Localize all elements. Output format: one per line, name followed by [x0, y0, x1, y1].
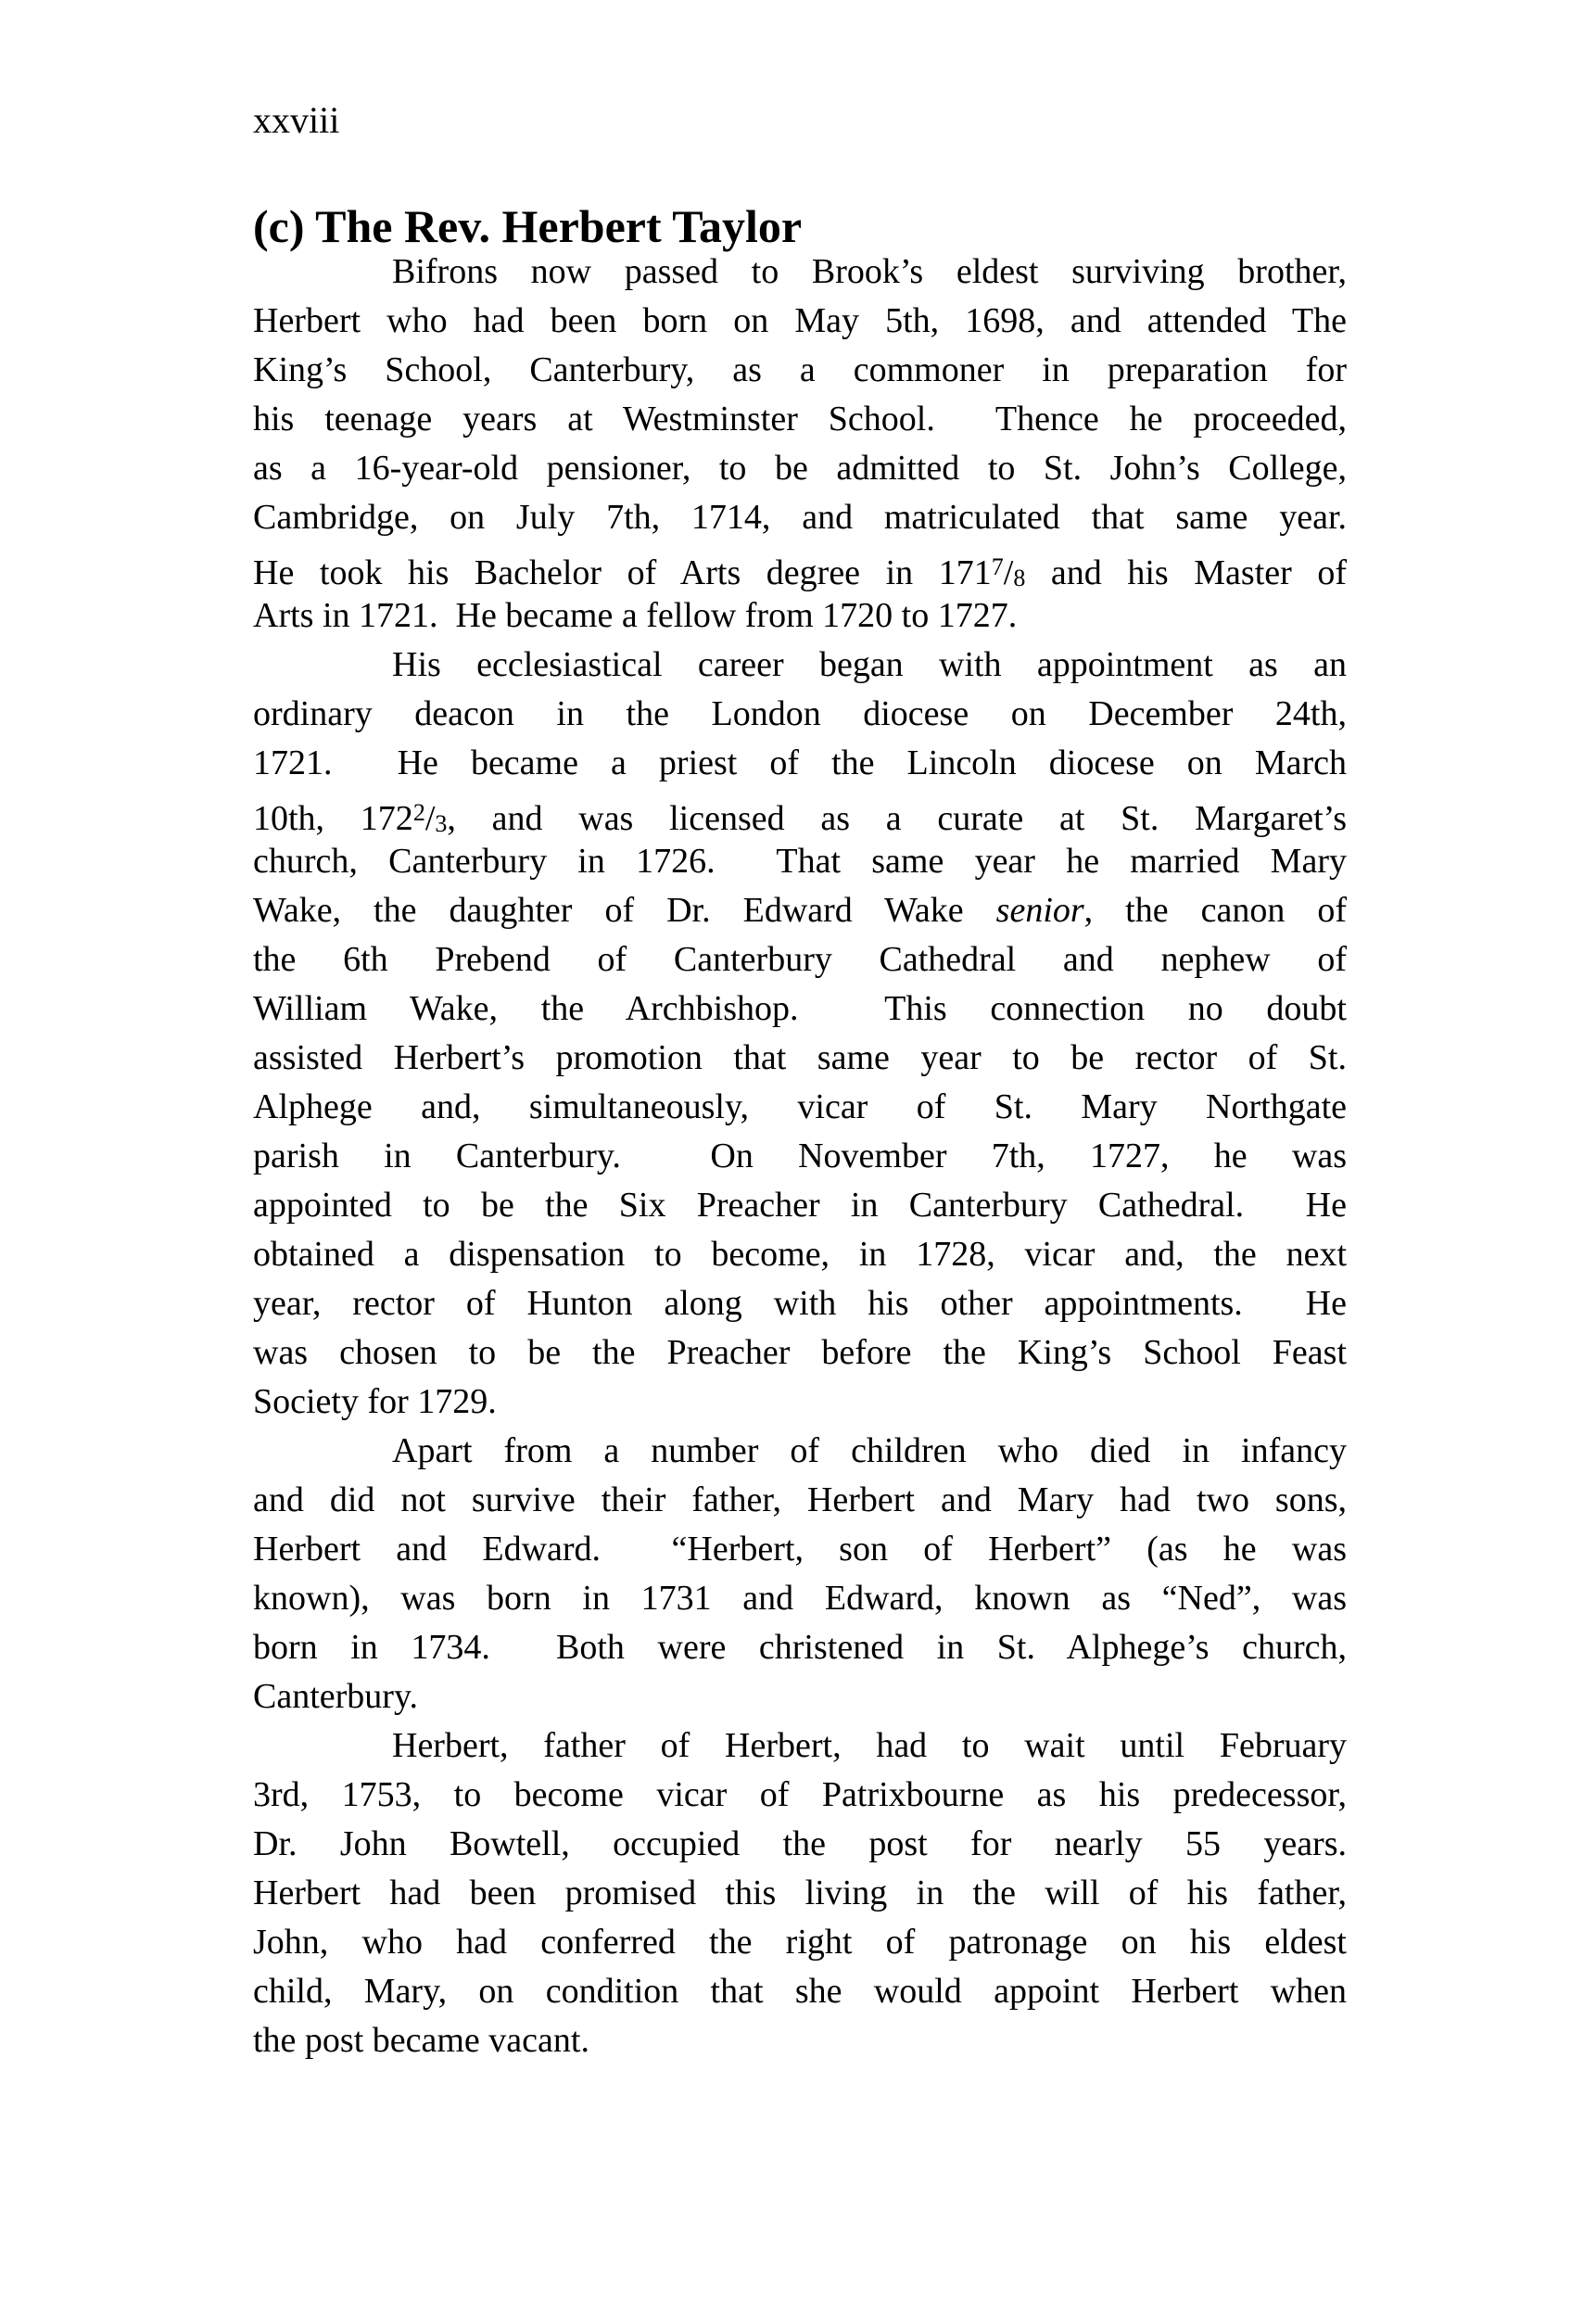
paragraph — [253, 641, 1347, 1427]
article-body — [253, 248, 1347, 2065]
text-run: William Wake, the Archbishop. This connection no doubt — [253, 989, 1347, 1028]
text-run: obtained a dispensation to become, in 1728, vicar and, the next — [253, 1235, 1347, 1274]
text-line — [253, 1771, 1347, 1820]
text-line — [253, 1967, 1347, 2016]
text-run: 3rd, 1753, to become vicar of Patrixbourne as his predecessor, — [253, 1775, 1347, 1814]
text-line — [253, 1672, 1347, 1721]
subscript-numeral: 8 — [1013, 565, 1026, 591]
text-line — [253, 297, 1347, 346]
text-run: appointed to be the Six Preacher in Canterbury Cathedral. He — [253, 1186, 1347, 1225]
text-run: year, rector of Hunton along with his other appointments. He — [253, 1284, 1347, 1323]
paragraph — [253, 1427, 1347, 1721]
text-line — [253, 1083, 1347, 1132]
text-line — [253, 2016, 1347, 2065]
subscript-numeral: 3 — [435, 810, 448, 837]
text-run: ordinary deacon in the London diocese on December 24th, — [253, 694, 1347, 733]
text-line — [253, 1574, 1347, 1623]
text-run: King’s School, Canterbury, as a commoner in preparation for — [253, 350, 1347, 389]
text-run: and did not survive their father, Herbert and Mary had two sons, — [253, 1480, 1347, 1519]
text-run: 1721. He became a priest of the Lincoln diocese on March — [253, 743, 1347, 782]
text-run: He took his Bachelor of Arts degree in 171 — [253, 553, 992, 592]
text-run: was chosen to be the Preacher before the King’s School Feast — [253, 1333, 1347, 1372]
text-line — [253, 542, 1347, 591]
text-line — [253, 788, 1347, 837]
italic-text: senior — [995, 891, 1084, 930]
superscript-numeral: 2 — [412, 799, 425, 826]
text-line — [253, 837, 1347, 886]
text-run: Dr. John Bowtell, occupied the post for nearly 55 years. — [253, 1824, 1347, 1863]
text-line — [253, 1525, 1347, 1574]
text-line — [253, 739, 1347, 788]
text-line — [253, 248, 1347, 297]
text-line — [253, 935, 1347, 984]
text-run: and his Master of — [1025, 553, 1348, 592]
text-run: Cambridge, on July 7th, 1714, and matriculated that same year. — [253, 498, 1347, 537]
text-line — [253, 1034, 1347, 1083]
text-line — [253, 1869, 1347, 1918]
text-line — [253, 591, 1347, 641]
text-run: His ecclesiastical career began with appointment as an — [392, 645, 1347, 684]
text-line — [253, 984, 1347, 1034]
text-run: his teenage years at Westminster School. Thence he proceeded, — [253, 400, 1347, 438]
text-run: the 6th Prebend of Canterbury Cathedral and nephew of — [253, 940, 1347, 979]
paragraph — [253, 1721, 1347, 2065]
text-run: as a 16-year-old pensioner, to be admitted to St. John’s College, — [253, 449, 1347, 488]
text-line — [253, 641, 1347, 690]
text-run: , the canon of — [1083, 891, 1348, 930]
text-line — [253, 1623, 1347, 1672]
page-number: xxviii — [253, 99, 340, 141]
text-run: known), was born in 1731 and Edward, known as “Ned”, was — [253, 1579, 1347, 1618]
text-run: Alphege and, simultaneously, vicar of St. Mary Northgate — [253, 1087, 1347, 1126]
text-line — [253, 1918, 1347, 1967]
text-run: Apart from a number of children who died in infancy — [392, 1431, 1347, 1470]
text-run: Herbert, father of Herbert, had to wait until February — [392, 1726, 1347, 1765]
text-line — [253, 1721, 1347, 1771]
text-run: church, Canterbury in 1726. That same year he married Mary — [253, 842, 1347, 881]
text-line — [253, 1279, 1347, 1328]
text-line — [253, 1328, 1347, 1378]
text-run: Bifrons now passed to Brook’s eldest surviving brother, — [392, 252, 1347, 291]
text-run: John, who had conferred the right of patronage on his eldest — [253, 1923, 1347, 1962]
text-line — [253, 886, 1347, 935]
text-run: parish in Canterbury. On November 7th, 1727, he was — [253, 1137, 1347, 1175]
text-run: Arts in 1721. He became a fellow from 1720 to 1727. — [253, 596, 1018, 635]
text-run: Canterbury. — [253, 1677, 418, 1716]
superscript-numeral: 7 — [991, 553, 1004, 580]
text-run: / — [424, 799, 436, 838]
text-run: / — [1003, 553, 1014, 592]
text-line — [253, 1378, 1347, 1427]
text-line — [253, 395, 1347, 444]
text-run: 10th, 172 — [253, 799, 413, 838]
text-line — [253, 346, 1347, 395]
text-line — [253, 1132, 1347, 1181]
text-line — [253, 1476, 1347, 1525]
text-run: Herbert and Edward. “Herbert, son of Herbert” (as he was — [253, 1530, 1347, 1569]
paragraph — [253, 248, 1347, 641]
text-line — [253, 1181, 1347, 1230]
text-run: Herbert who had been born on May 5th, 1698, and attended The — [253, 301, 1347, 340]
text-line — [253, 690, 1347, 739]
text-run: child, Mary, on condition that she would appoint Herbert when — [253, 1972, 1347, 2011]
text-line — [253, 493, 1347, 542]
text-line — [253, 1427, 1347, 1476]
text-run: , and was licensed as a curate at St. Margaret’s — [447, 799, 1347, 838]
text-run: Wake, the daughter of Dr. Edward Wake — [253, 891, 996, 930]
text-run: the post became vacant. — [253, 2021, 589, 2060]
text-run: Herbert had been promised this living in the will of his father, — [253, 1873, 1347, 1912]
text-line — [253, 1820, 1347, 1869]
text-run: born in 1734. Both were christened in St. Alphege’s church, — [253, 1628, 1347, 1667]
text-run: Society for 1729. — [253, 1382, 497, 1421]
text-line — [253, 1230, 1347, 1279]
text-run: assisted Herbert’s promotion that same year to be rector of St. — [253, 1038, 1347, 1077]
section-heading: (c) The Rev. Herbert Taylor — [253, 200, 803, 252]
text-line — [253, 444, 1347, 493]
